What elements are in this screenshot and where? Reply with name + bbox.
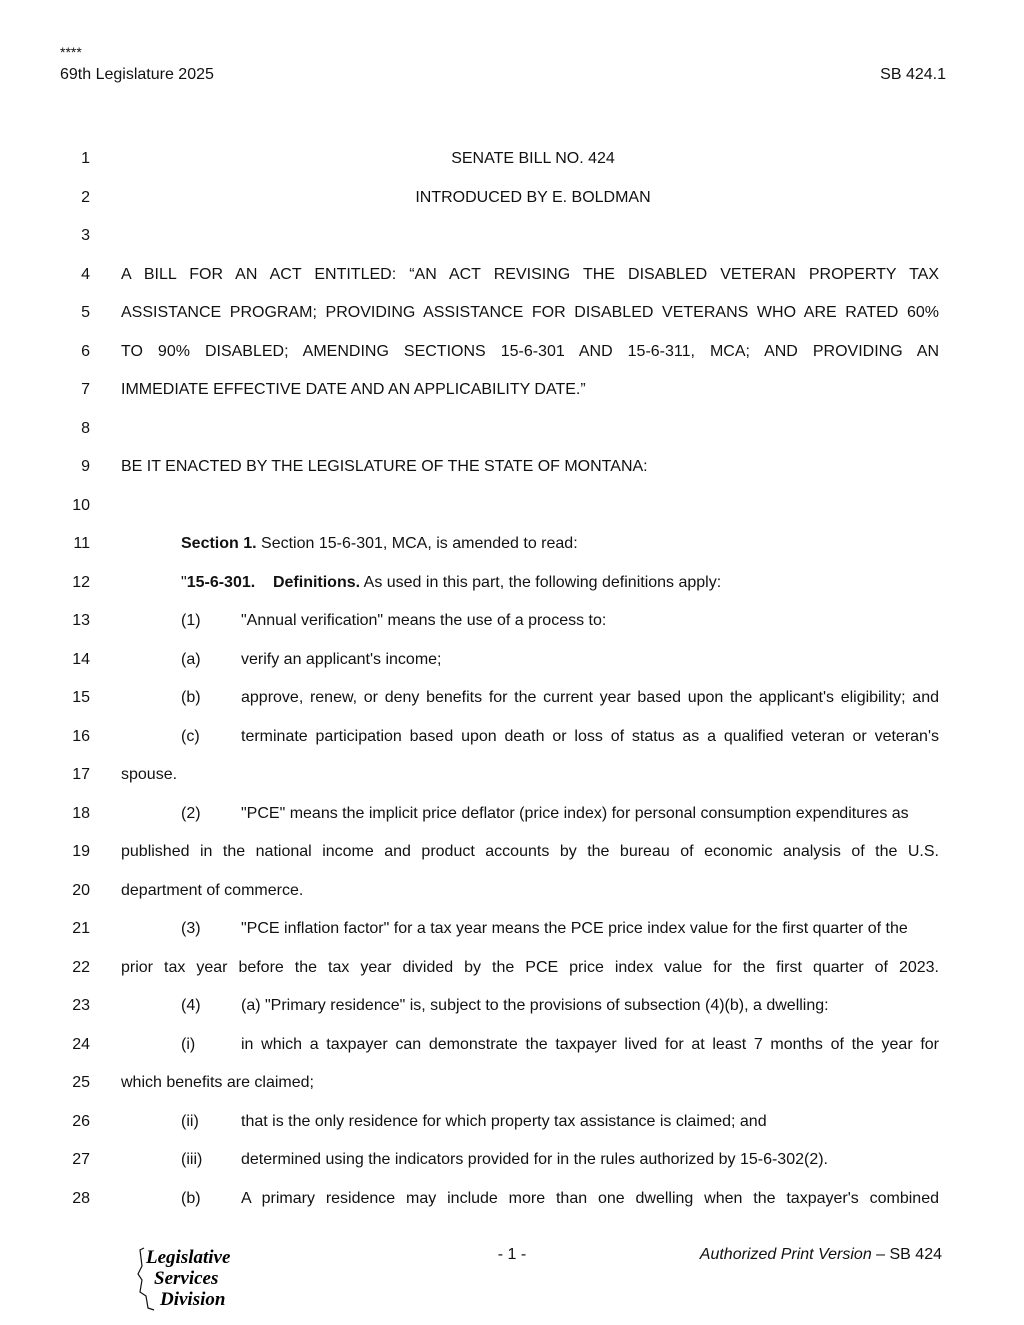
line-text: spouse. xyxy=(121,766,178,783)
quote-mark: " xyxy=(181,573,187,591)
bill-line xyxy=(0,1028,1024,1067)
bill-line xyxy=(0,1143,1024,1182)
line-text: A BILL FOR AN ACT ENTITLED: “AN ACT REVISING THE DISABLED VETERAN PROPERTY TAX xyxy=(121,265,939,283)
bill-line xyxy=(0,527,1024,566)
bill-line xyxy=(0,989,1024,1028)
line-text: approve, renew, or deny benefits for the current year based upon the applicant's eligibility; and xyxy=(241,689,939,706)
bill-line xyxy=(0,643,1024,682)
bill-number: SB 424.1 xyxy=(880,66,946,83)
subsection-marker: (i) xyxy=(181,1035,196,1053)
line-number: 17 xyxy=(72,766,90,783)
bill-line xyxy=(0,681,1024,720)
line-text: published in the national income and product accounts by the bureau of economic analysis of the U.S. xyxy=(121,843,939,860)
line-number: 13 xyxy=(72,612,90,629)
line-number: 19 xyxy=(72,843,90,860)
line-text: which benefits are claimed; xyxy=(121,1074,314,1091)
legislature-label: 69th Legislature 2025 xyxy=(60,66,214,83)
line-number: 21 xyxy=(72,920,90,937)
line-text: "Annual verification" means the use of a process to: xyxy=(241,612,607,629)
logo-line-division: Division xyxy=(160,1289,226,1310)
line-number: 14 xyxy=(72,650,90,668)
line-number: 22 xyxy=(72,958,90,976)
line-number: 11 xyxy=(73,535,90,552)
line-number: 12 xyxy=(72,573,90,591)
authorized-print-label: Authorized Print Version xyxy=(699,1246,872,1263)
bill-line xyxy=(0,912,1024,951)
bill-line xyxy=(0,874,1024,913)
line-number: 4 xyxy=(81,265,90,283)
line-text: prior tax year before the tax year divided by the PCE price index value for the first quarter of 2023. xyxy=(121,958,939,976)
line-text: determined using the indicators provided for in the rules authorized by 15-6-302(2). xyxy=(241,1151,828,1168)
bill-line xyxy=(0,219,1024,258)
line-text: A primary residence may include more than one dwelling when the taxpayer's combined xyxy=(241,1189,939,1207)
bill-line xyxy=(0,835,1024,874)
bill-line xyxy=(0,296,1024,335)
bill-line xyxy=(0,1105,1024,1144)
bill-sponsor: INTRODUCED BY E. BOLDMAN xyxy=(415,188,651,206)
line-text: BE IT ENACTED BY THE LEGISLATURE OF THE STATE OF MONTANA: xyxy=(121,458,648,475)
page-number: - 1 - xyxy=(497,1246,527,1263)
line-text: "PCE inflation factor" for a tax year means the PCE price index value for the first quarter of the xyxy=(241,920,908,937)
bill-line xyxy=(0,1066,1024,1105)
subsection-marker: (c) xyxy=(181,727,200,745)
line-text: (a) "Primary residence" is, subject to the provisions of subsection (4)(b), a dwelling: xyxy=(241,997,829,1014)
authorized-print-version xyxy=(700,1246,942,1264)
line-number: 1 xyxy=(81,150,90,167)
bill-line xyxy=(0,720,1024,759)
line-number: 16 xyxy=(72,727,90,745)
bill-line xyxy=(0,258,1024,297)
subsection-marker: (ii) xyxy=(181,1112,199,1130)
line-number: 18 xyxy=(72,804,90,822)
bill-line xyxy=(0,335,1024,374)
section-heading: Section 1. xyxy=(181,535,257,552)
line-text: verify an applicant's income; xyxy=(241,650,442,668)
authorized-bill-ref: – SB 424 xyxy=(871,1246,942,1263)
line-text: department of commerce. xyxy=(121,881,304,899)
section-body: As used in this part, the following definitions apply: xyxy=(360,573,722,591)
subsection-marker: (a) xyxy=(181,650,201,668)
subsection-marker: (3) xyxy=(181,920,201,937)
line-number: 28 xyxy=(72,1189,90,1207)
bill-title: SENATE BILL NO. 424 xyxy=(451,150,615,167)
bill-line xyxy=(0,566,1024,605)
line-number: 27 xyxy=(72,1151,90,1168)
bill-line xyxy=(0,450,1024,489)
line-number: 26 xyxy=(72,1112,90,1130)
section-body: Section 15-6-301, MCA, is amended to read: xyxy=(256,535,578,552)
line-number: 8 xyxy=(81,419,90,437)
section-heading: 15-6-301. Definitions. xyxy=(186,573,361,591)
bill-line xyxy=(0,142,1024,181)
bill-line xyxy=(0,489,1024,528)
logo-line-legislative: Legislative xyxy=(146,1247,231,1268)
line-text: terminate participation based upon death or loss of status as a qualified veteran or veteran's xyxy=(241,727,939,745)
logo-line-services: Services xyxy=(154,1268,219,1289)
line-text: "PCE" means the implicit price deflator (price index) for personal consumption expenditures as xyxy=(241,804,909,822)
line-number: 23 xyxy=(72,997,90,1014)
line-text: TO 90% DISABLED; AMENDING SECTIONS 15-6-301 AND 15-6-311, MCA; AND PROVIDING AN xyxy=(121,342,939,360)
line-number: 24 xyxy=(72,1035,90,1053)
bill-line xyxy=(0,758,1024,797)
line-number: 10 xyxy=(72,496,90,514)
section-text xyxy=(181,535,578,553)
bill-line xyxy=(0,604,1024,643)
section-text xyxy=(181,574,721,592)
bill-line xyxy=(0,951,1024,990)
bill-line xyxy=(0,1182,1024,1221)
line-number: 7 xyxy=(81,381,90,398)
bill-line xyxy=(0,373,1024,412)
line-number: 3 xyxy=(81,227,90,244)
bill-line xyxy=(0,181,1024,220)
subsection-marker: (2) xyxy=(181,804,201,822)
line-number: 2 xyxy=(81,188,90,206)
subsection-marker: (b) xyxy=(181,1189,201,1207)
line-number: 9 xyxy=(81,458,90,475)
subsection-marker: (b) xyxy=(181,689,201,706)
draft-stars: **** xyxy=(60,44,82,60)
subsection-marker: (1) xyxy=(181,612,201,629)
line-number: 15 xyxy=(72,689,90,706)
line-text: in which a taxpayer can demonstrate the taxpayer lived for at least 7 months of the year for xyxy=(241,1035,939,1053)
line-text: IMMEDIATE EFFECTIVE DATE AND AN APPLICABILITY DATE.” xyxy=(121,381,586,398)
line-text: ASSISTANCE PROGRAM; PROVIDING ASSISTANCE FOR DISABLED VETERANS WHO ARE RATED 60% xyxy=(121,304,939,321)
line-number: 5 xyxy=(81,304,90,321)
subsection-marker: (4) xyxy=(181,997,201,1014)
subsection-marker: (iii) xyxy=(181,1151,203,1168)
line-number: 20 xyxy=(72,881,90,899)
bill-line xyxy=(0,797,1024,836)
bill-line xyxy=(0,412,1024,451)
line-number: 25 xyxy=(72,1074,90,1091)
line-number: 6 xyxy=(81,342,90,360)
line-text: that is the only residence for which property tax assistance is claimed; and xyxy=(241,1112,767,1130)
